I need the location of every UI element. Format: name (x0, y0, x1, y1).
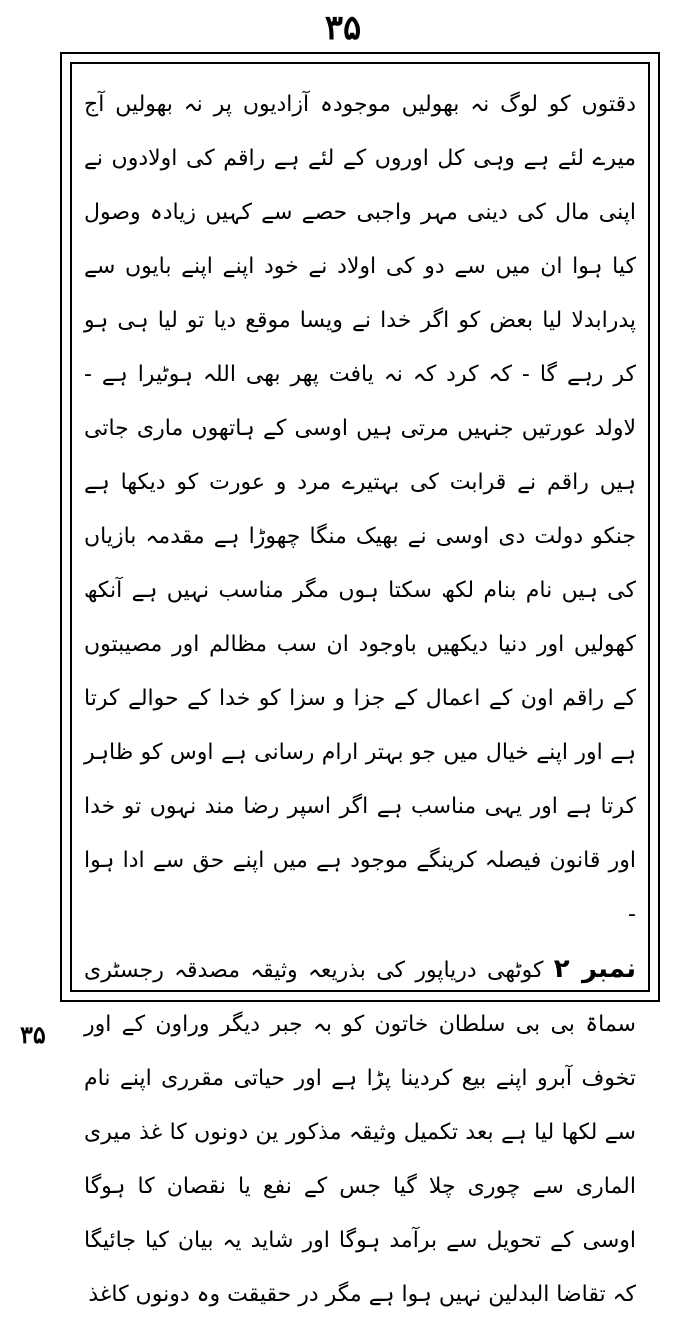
paragraph-2-text: کوٹھی دریاپور کی بذریعہ وثیقہ مصدقہ رجسٹری سماۃ بی بی سلطان خاتون کو بہ جبر دیگر وراون کے اور تخوف آبرو اپنے بیع کردینا پڑا ہے اور حیاتی مقرری اپنے نام سے لکھا لیا ہے بعد تکمیل وثیقہ مذکور ین دونوں کا غذ میری الماری سے چوری چلا گیا جس کے نفع یا نقصان کا ہوگا اوسی کے تحویل سے برآمد ہوگا اور شاید یہ بیان کیا جائیگا کہ تقاضا البدلین نہیں ہوا ہے مگر در حقیقت وہ دونوں کاغذ (84, 958, 636, 1307)
paragraph-2 (84, 942, 636, 1322)
page-border-outer (60, 52, 660, 1307)
item-number-label: نمبر ۲ (553, 954, 636, 984)
paragraph-1: دقتوں کو لوگ نہ بھولیں موجودہ آزادیوں پر نہ بھولیں آج میرے لئے ہے وہی کل اوروں کے لئے ہے راقم کی اولادوں نے اپنی مال کی دینی مہر واجبی حصے سے کہیں زیادہ وصول کیا ہوا ان میں سے دو کی اولاد نے خود اپنے اپنے بایوں سے پدرابدلا لیا بعض کو اگر خدا نے ویسا موقع دیا تو لیا ہی ہو کر رہے گا - کہ کرد کہ نہ یافت پھر بھی اللہ ہوٹیرا ہے - لاولد عورتیں جنہیں مرتی ہیں اوسی کے ہاتھوں ماری جاتی ہیں راقم نے قرابت کی بہتیرے مرد و عورت کو دیکھا ہے جنکو دولت دی اوسی نے بھیک منگا چھوڑا ہے مقدمہ بازیاں کی ہیں نام بنام لکھ سکتا ہوں مگر مناسب نہیں ہے آنکھ کھولیں اور دنیا دیکھیں باوجود ان سب مظالم اور مصیبتوں کے راقم اون کے اعمال کے جزا و سزا کو خدا کے حوالے کرتا ہے اور اپنے خیال میں جو بہتر ارام رسانی ہے اوس کو ظاہر کرتا ہے اور یہی مناسب ہے اگر اسپر رضا مند نہوں تو خدا اور قانون فیصلہ کرینگے موجود ہے میں اپنے حق سے ادا ہوا - (84, 92, 636, 927)
page-number-bottom: ۳۵ (20, 1020, 46, 1049)
page-border-inner (70, 62, 650, 1307)
body-text (84, 78, 636, 1307)
page-number-top: ۳۵ (324, 8, 362, 48)
